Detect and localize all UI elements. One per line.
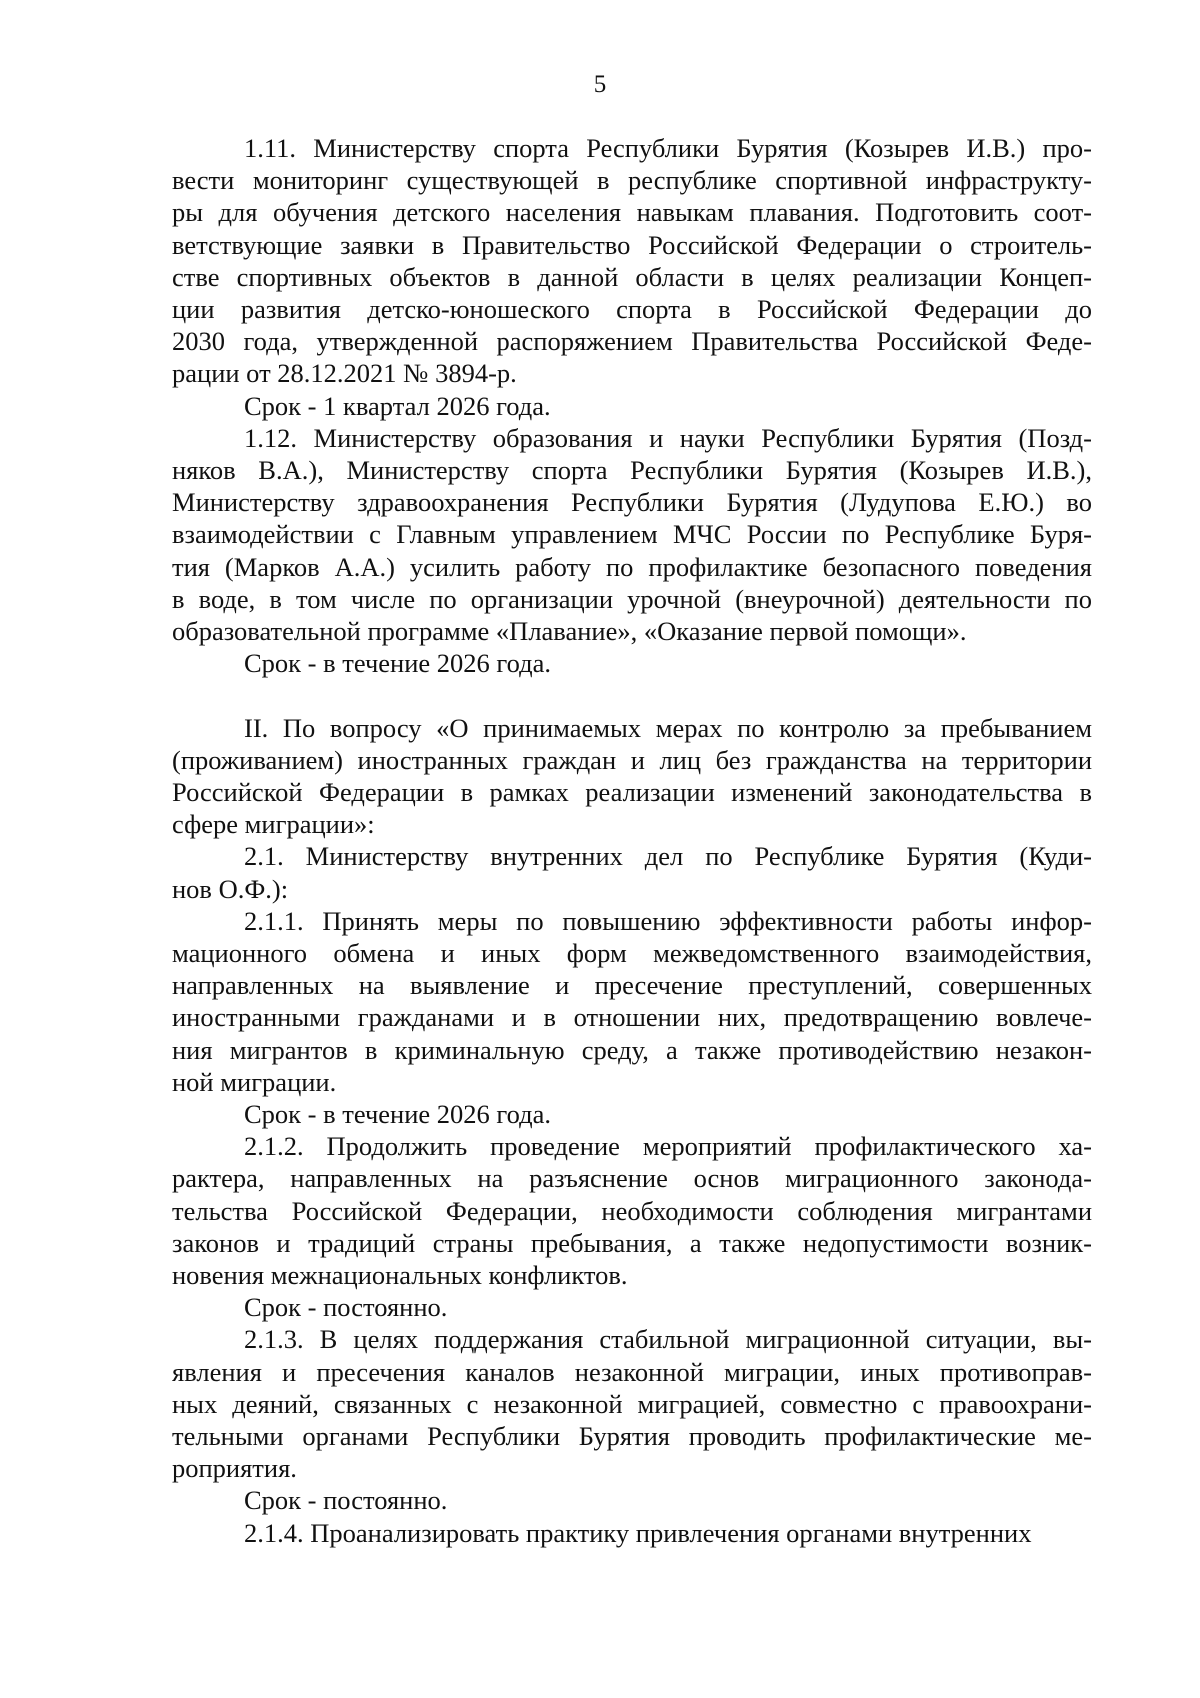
text-line: II. По вопросу «О принимаемых мерах по контролю за пребыванием (244, 712, 1092, 743)
text-line: новения межнациональных конфликтов. (172, 1260, 628, 1290)
text-line: направленных на выявление и пресечение преступлений, совершенных (172, 970, 1092, 1001)
text-line: сфере миграции»: (172, 809, 375, 840)
text-line: ной миграции. (172, 1066, 337, 1097)
text-line: рации от 28.12.2021 № 3894-р. (172, 358, 517, 389)
text-line: стве спортивных объектов в данной области в целях реализации Концеп- (172, 261, 1092, 292)
text-line: 2.1.4. Проанализировать практику привлечения органами внутренних (244, 1517, 1032, 1548)
text-line: Российской Федерации в рамках реализации изменений законодательства в (172, 777, 1092, 807)
text-line: образовательной программе «Плавание», «Оказание первой помощи». (172, 616, 967, 646)
text-line: Срок - постоянно. (244, 1485, 448, 1516)
text-line: явления и пресечения каналов незаконной миграции, иных противоправ- (172, 1356, 1092, 1387)
text-line: ры для обучения детского населения навыкам плавания. Подготовить соот- (172, 197, 1092, 228)
text-line: 2.1.3. В целях поддержания стабильной миграционной ситуации, вы- (244, 1324, 1092, 1355)
text-line: ветствующие заявки в Правительство Российской Федерации о строитель- (172, 229, 1092, 260)
text-line: рактера, направленных на разъяснение основ миграционного законода- (172, 1163, 1092, 1194)
text-line: Срок - постоянно. (244, 1292, 448, 1323)
text-line: ных деяний, связанных с незаконной миграцией, совместно с правоохрани- (172, 1388, 1092, 1419)
text-line: 2030 года, утвержденной распоряжением Правительства Российской Феде- (172, 326, 1092, 357)
text-line: 2.1.2. Продолжить проведение мероприятий профилактического ха- (244, 1131, 1092, 1162)
text-line: законов и традиций страны пребывания, а также недопустимости возник- (172, 1227, 1092, 1258)
text-line: Министерству здравоохранения Республики Бурятия (Лудупова Е.Ю.) во (172, 487, 1092, 518)
text-line: тия (Марков А.А.) усилить работу по профилактике безопасного поведения (172, 551, 1092, 582)
text-line: ции развития детско-юношеского спорта в Российской Федерации до (172, 294, 1092, 324)
text-line: тельными органами Республики Бурятия проводить профилактические ме- (172, 1421, 1092, 1451)
text-line: роприятия. (172, 1453, 297, 1484)
text-line: 2.1.1. Принять меры по повышению эффективности работы инфор- (244, 905, 1092, 936)
text-line: няков В.А.), Министерству спорта Республики Бурятия (Козырев И.В.), (172, 455, 1092, 485)
page-number: 5 (593, 71, 607, 98)
text-line: иностранными гражданами и в отношении них, предотвращению вовлече- (172, 1002, 1092, 1033)
text-line: тельства Российской Федерации, необходимости соблюдения мигрантами (172, 1195, 1092, 1226)
text-line: взаимодействии с Главным управлением МЧС России по Республике Буря- (172, 519, 1092, 550)
text-line: Срок - в течение 2026 года. (244, 648, 551, 679)
text-line: (проживанием) иностранных граждан и лиц без гражданства на территории (172, 744, 1092, 775)
text-line: ния мигрантов в криминальную среду, а также противодействию незакон- (172, 1034, 1092, 1065)
text-line: вести мониторинг существующей в республике спортивной инфраструкту- (172, 165, 1092, 196)
text-line: Срок - 1 квартал 2026 года. (244, 390, 551, 421)
text-line: нов О.Ф.): (172, 873, 289, 904)
text-line: Срок - в течение 2026 года. (244, 1099, 551, 1129)
text-line: мационного обмена и иных форм межведомственного взаимодействия, (172, 938, 1092, 968)
text-line: 2.1. Министерству внутренних дел по Республике Бурятия (Куди- (244, 841, 1092, 872)
text-line: 1.11. Министерству спорта Республики Бурятия (Козырев И.В.) про- (244, 133, 1092, 163)
text-line: 1.12. Министерству образования и науки Республики Бурятия (Позд- (244, 422, 1092, 453)
text-line: в воде, в том числе по организации урочной (внеурочной) деятельности по (172, 583, 1092, 614)
